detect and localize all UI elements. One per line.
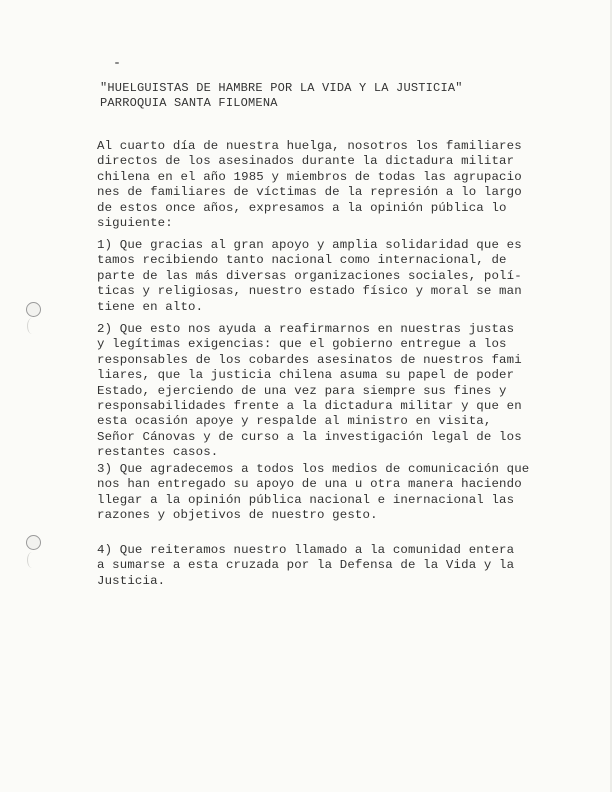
- punch-hole-icon: [26, 302, 41, 317]
- text-line: 4) Que reiteramos nuestro llamado a la comunidad entera: [97, 543, 515, 557]
- text-line: ticas y religiosas, nuestro estado físico y moral se man: [97, 284, 522, 299]
- intro-paragraph: [97, 139, 522, 231]
- text-line: liares, que la justicia chilena asuma su papel de poder: [97, 368, 515, 383]
- punch-hole-shadow: [27, 318, 37, 334]
- document-title: [100, 81, 463, 112]
- ink-speck: [115, 62, 119, 64]
- point-2-paragraph: [97, 322, 522, 461]
- text-line: Señor Cánovas y de curso a la investigación legal de los: [97, 429, 522, 444]
- point-1-paragraph: [97, 238, 522, 315]
- text-line: responsabilidades frente a la dictadura militar y que en: [97, 398, 522, 413]
- text-line: directos de los asesinados durante la dictadura militar: [97, 154, 515, 169]
- text-line: siguiente:: [97, 215, 173, 230]
- title-line: "HUELGUISTAS DE HAMBRE POR LA VIDA Y LA JUSTICIA": [100, 81, 463, 95]
- point-4-paragraph: [97, 543, 514, 589]
- title-line: PARROQUIA SANTA FILOMENA: [100, 96, 278, 111]
- text-line: a sumarse a esta cruzada por la Defensa de la Vida y la: [97, 558, 515, 573]
- text-line: parte de las más diversas organizaciones sociales, polí-: [97, 268, 522, 283]
- text-line: restantes casos.: [97, 445, 219, 460]
- text-line: responsables de los cobardes asesinatos de nuestros fami: [97, 352, 522, 367]
- text-line: nos han entregado su apoyo de una u otra manera haciendo: [97, 477, 522, 492]
- text-line: llegar a la opinión pública nacional e inernacional las: [97, 492, 515, 507]
- text-line: chilena en el año 1985 y miembros de todas las agrupacio: [97, 169, 522, 184]
- text-line: 1) Que gracias al gran apoyo y amplia solidaridad que es: [97, 238, 522, 252]
- text-line: esta ocasión apoye y respalde al ministro en visita,: [97, 414, 492, 429]
- text-line: Estado, ejerciendo de una vez para siempre sus fines y: [97, 383, 507, 398]
- text-line: nes de familiares de víctimas de la represión a lo largo: [97, 185, 522, 200]
- text-line: 2) Que esto nos ayuda a reafirmarnos en nuestras justas: [97, 322, 515, 336]
- text-line: tiene en alto.: [97, 299, 204, 314]
- text-line: y legítimas exigencias: que el gobierno entregue a los: [97, 337, 507, 352]
- punch-hole-icon: [26, 535, 41, 550]
- text-line: 3) Que agradecemos a todos los medios de comunicación que: [97, 462, 530, 476]
- text-line: tamos recibiendo tanto nacional como internacional, de: [97, 253, 507, 268]
- text-line: Justicia.: [97, 573, 166, 588]
- text-line: razones y objetivos de nuestro gesto.: [97, 508, 378, 523]
- text-line: de estos once años, expresamos a la opinión pública lo: [97, 200, 507, 215]
- text-line: Al cuarto día de nuestra huelga, nosotros los familiares: [97, 139, 522, 153]
- point-3-paragraph: [97, 462, 529, 524]
- punch-hole-shadow: [27, 552, 37, 568]
